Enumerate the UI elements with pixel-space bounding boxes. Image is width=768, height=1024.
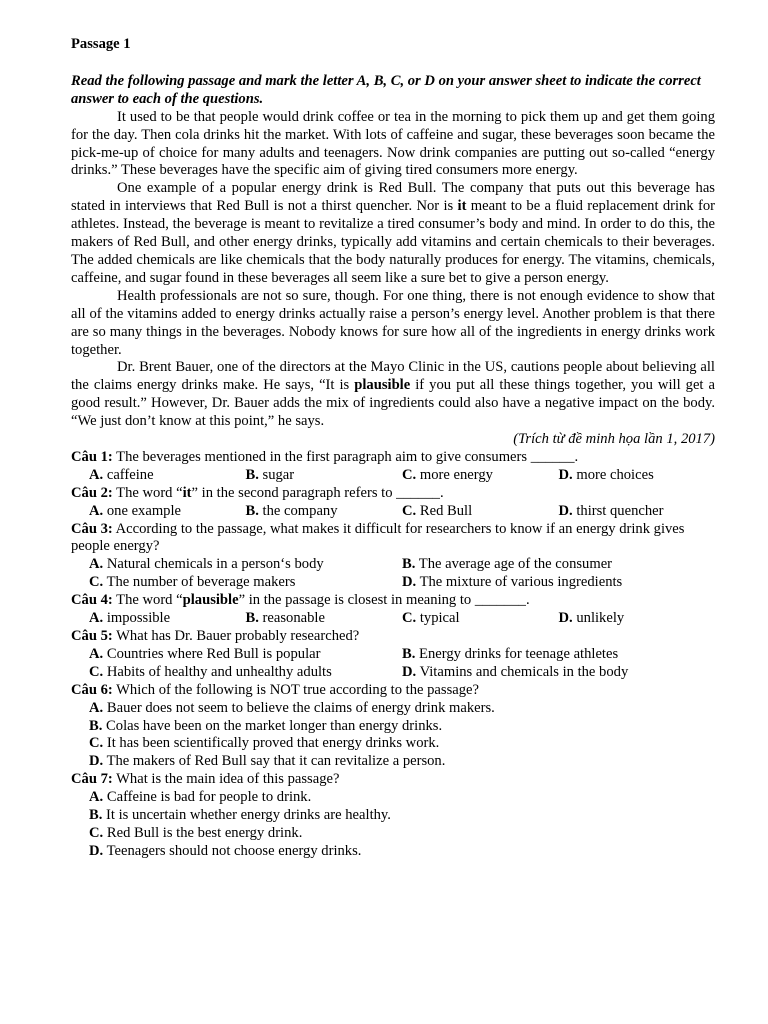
question-text: ” in the second paragraph refers to ______. (191, 484, 444, 501)
option-b: B. Colas have been on the market longer than energy drinks. (89, 717, 443, 734)
question-text: According to the passage, what makes it difficult for researchers to know if an energy drink gives people energy? (71, 520, 685, 555)
options-5-row-2 (71, 664, 715, 682)
option-c: C. Habits of healthy and unhealthy adults (89, 663, 332, 680)
option-d: D. Teenagers should not choose energy drinks. (89, 842, 362, 859)
option-a: A. caffeine (89, 466, 154, 483)
options-3-row-1 (71, 556, 715, 574)
option-b: B. The average age of the consumer (402, 556, 613, 573)
question-text: The beverages mentioned in the first paragraph aim to give consumers ______. (112, 448, 579, 465)
question-label: Câu 5: (71, 628, 113, 644)
option-d: D. thirst quencher (558, 502, 664, 519)
question-label: Câu 1: (71, 448, 113, 465)
options-7 (71, 789, 715, 861)
bold-word-it: it (457, 198, 467, 215)
paragraph-text: if you put all these things together, you will get a good result.” However, Dr. Bauer adds the mix of ingredients could also have a negative impact on the body. “We just don’t know at this point,” he says. (71, 377, 715, 430)
option-d: D. The mixture of various ingredients (402, 574, 623, 591)
paragraph-2 (71, 180, 715, 287)
options-6 (71, 700, 715, 772)
options-2 (71, 503, 715, 521)
question-5 (71, 628, 715, 646)
question-label: Câu 7: (71, 771, 113, 788)
paragraph-3 (71, 288, 715, 360)
paragraph-4 (71, 359, 715, 431)
bold-word-plausible: plausible (354, 377, 411, 394)
option-d: D. more choices (558, 466, 654, 483)
paragraph-text: One example of a popular energy drink is Red Bull. The company that puts out this beverage has stated in interviews that Red Bull is not a thirst quencher. Nor is (71, 180, 715, 215)
option-c: C. Red Bull is the best energy drink. (89, 824, 303, 841)
option-c: C. typical (402, 610, 460, 627)
option-a: A. Natural chemicals in a person‘s body (89, 556, 324, 573)
question-2 (71, 485, 715, 503)
paragraph-text: Dr. Brent Bauer, one of the directors at the Mayo Clinic in the US, cautions people about believing all the claims energy drinks make. He says, “It is (71, 359, 715, 394)
question-label: Câu 3: (71, 520, 113, 537)
option-d: D. The makers of Red Bull say that it can revitalize a person. (89, 753, 446, 770)
question-7 (71, 771, 715, 789)
question-label: Câu 2: (71, 484, 113, 501)
options-4 (71, 610, 715, 628)
options-3-row-2 (71, 574, 715, 592)
option-b: B. the company (245, 502, 338, 519)
paragraph-1 (71, 109, 715, 181)
paragraph-text: Health professionals are not so sure, though. For one thing, there is not enough evidence to show that all of the vitamins added to energy drinks actually raise a person’s energy level. Another problem is that there are so many things in the beverages. Nobody knows for sure how all of the ingredients in energy drinks work together. (71, 287, 715, 358)
option-b: B. It is uncertain whether energy drinks are healthy. (89, 807, 391, 824)
option-a: A. impossible (89, 610, 171, 627)
option-d: D. Vitamins and chemicals in the body (402, 663, 629, 680)
option-a: A. Caffeine is bad for people to drink. (89, 789, 312, 806)
question-1 (71, 449, 715, 467)
passage-title: Passage 1 (71, 36, 131, 52)
option-c: C. It has been scientifically proved that energy drinks work. (89, 735, 440, 752)
option-c: C. more energy (402, 466, 493, 483)
question-text: What has Dr. Bauer probably researched? (112, 628, 360, 644)
document-page (71, 36, 715, 861)
bold-word-plausible: plausible (182, 592, 239, 609)
question-label: Câu 4: (71, 592, 113, 609)
paragraph-text: meant to be a fluid replacement drink for athletes. Instead, the beverage is meant to revitalize a tired consumer’s body and mind. In order to do this, the makers of Red Bull, and other energy drinks, typically add vitamins and certain chemicals to their beverages. The added chemicals are like chemicals that the body naturally produces for energy. The vitamins, chemicals, caffeine, and sugar found in these beverages all seem like a sure bet to give a person energy. (71, 198, 715, 286)
question-label: Câu 6: (71, 681, 113, 698)
paragraph-text: It used to be that people would drink coffee or tea in the morning to pick them up and get them going for the day. Then cola drinks hit the market. With lots of caffeine and sugar, these beverages soon became the pick-me-up of choice for many adults and teenagers. Now drink companies are putting out so-called “energy drinks.” These beverages have the specific aim of giving tired consumers more energy. (71, 108, 715, 179)
bold-word-it: it (182, 484, 192, 501)
option-a: A. Countries where Red Bull is popular (89, 645, 321, 662)
option-d: D. unlikely (558, 610, 625, 627)
question-4 (71, 592, 715, 610)
source-citation: (Trích từ đề minh họa lần 1, 2017) (513, 431, 715, 448)
options-5-row-1 (71, 646, 715, 664)
options-1 (71, 467, 715, 485)
option-a: A. Bauer does not seem to believe the claims of energy drink makers. (89, 699, 495, 716)
spacer (71, 54, 715, 73)
option-b: B. Energy drinks for teenage athletes (402, 645, 619, 662)
option-a: A. one example (89, 502, 182, 519)
option-c: C. The number of beverage makers (89, 574, 296, 591)
question-text: The word “ (112, 592, 183, 609)
option-b: B. reasonable (245, 610, 325, 627)
option-b: B. sugar (245, 466, 295, 483)
question-text: What is the main idea of this passage? (112, 771, 340, 788)
question-6 (71, 682, 715, 700)
question-text: The word “ (112, 484, 183, 501)
option-c: C. Red Bull (402, 502, 473, 519)
question-3 (71, 521, 715, 557)
question-text: Which of the following is NOT true according to the passage? (112, 681, 479, 698)
question-text: ” in the passage is closest in meaning to _______. (238, 592, 530, 609)
instruction: Read the following passage and mark the letter A, B, C, or D on your answer sheet to indicate the correct answer to each of the questions. (71, 72, 701, 107)
